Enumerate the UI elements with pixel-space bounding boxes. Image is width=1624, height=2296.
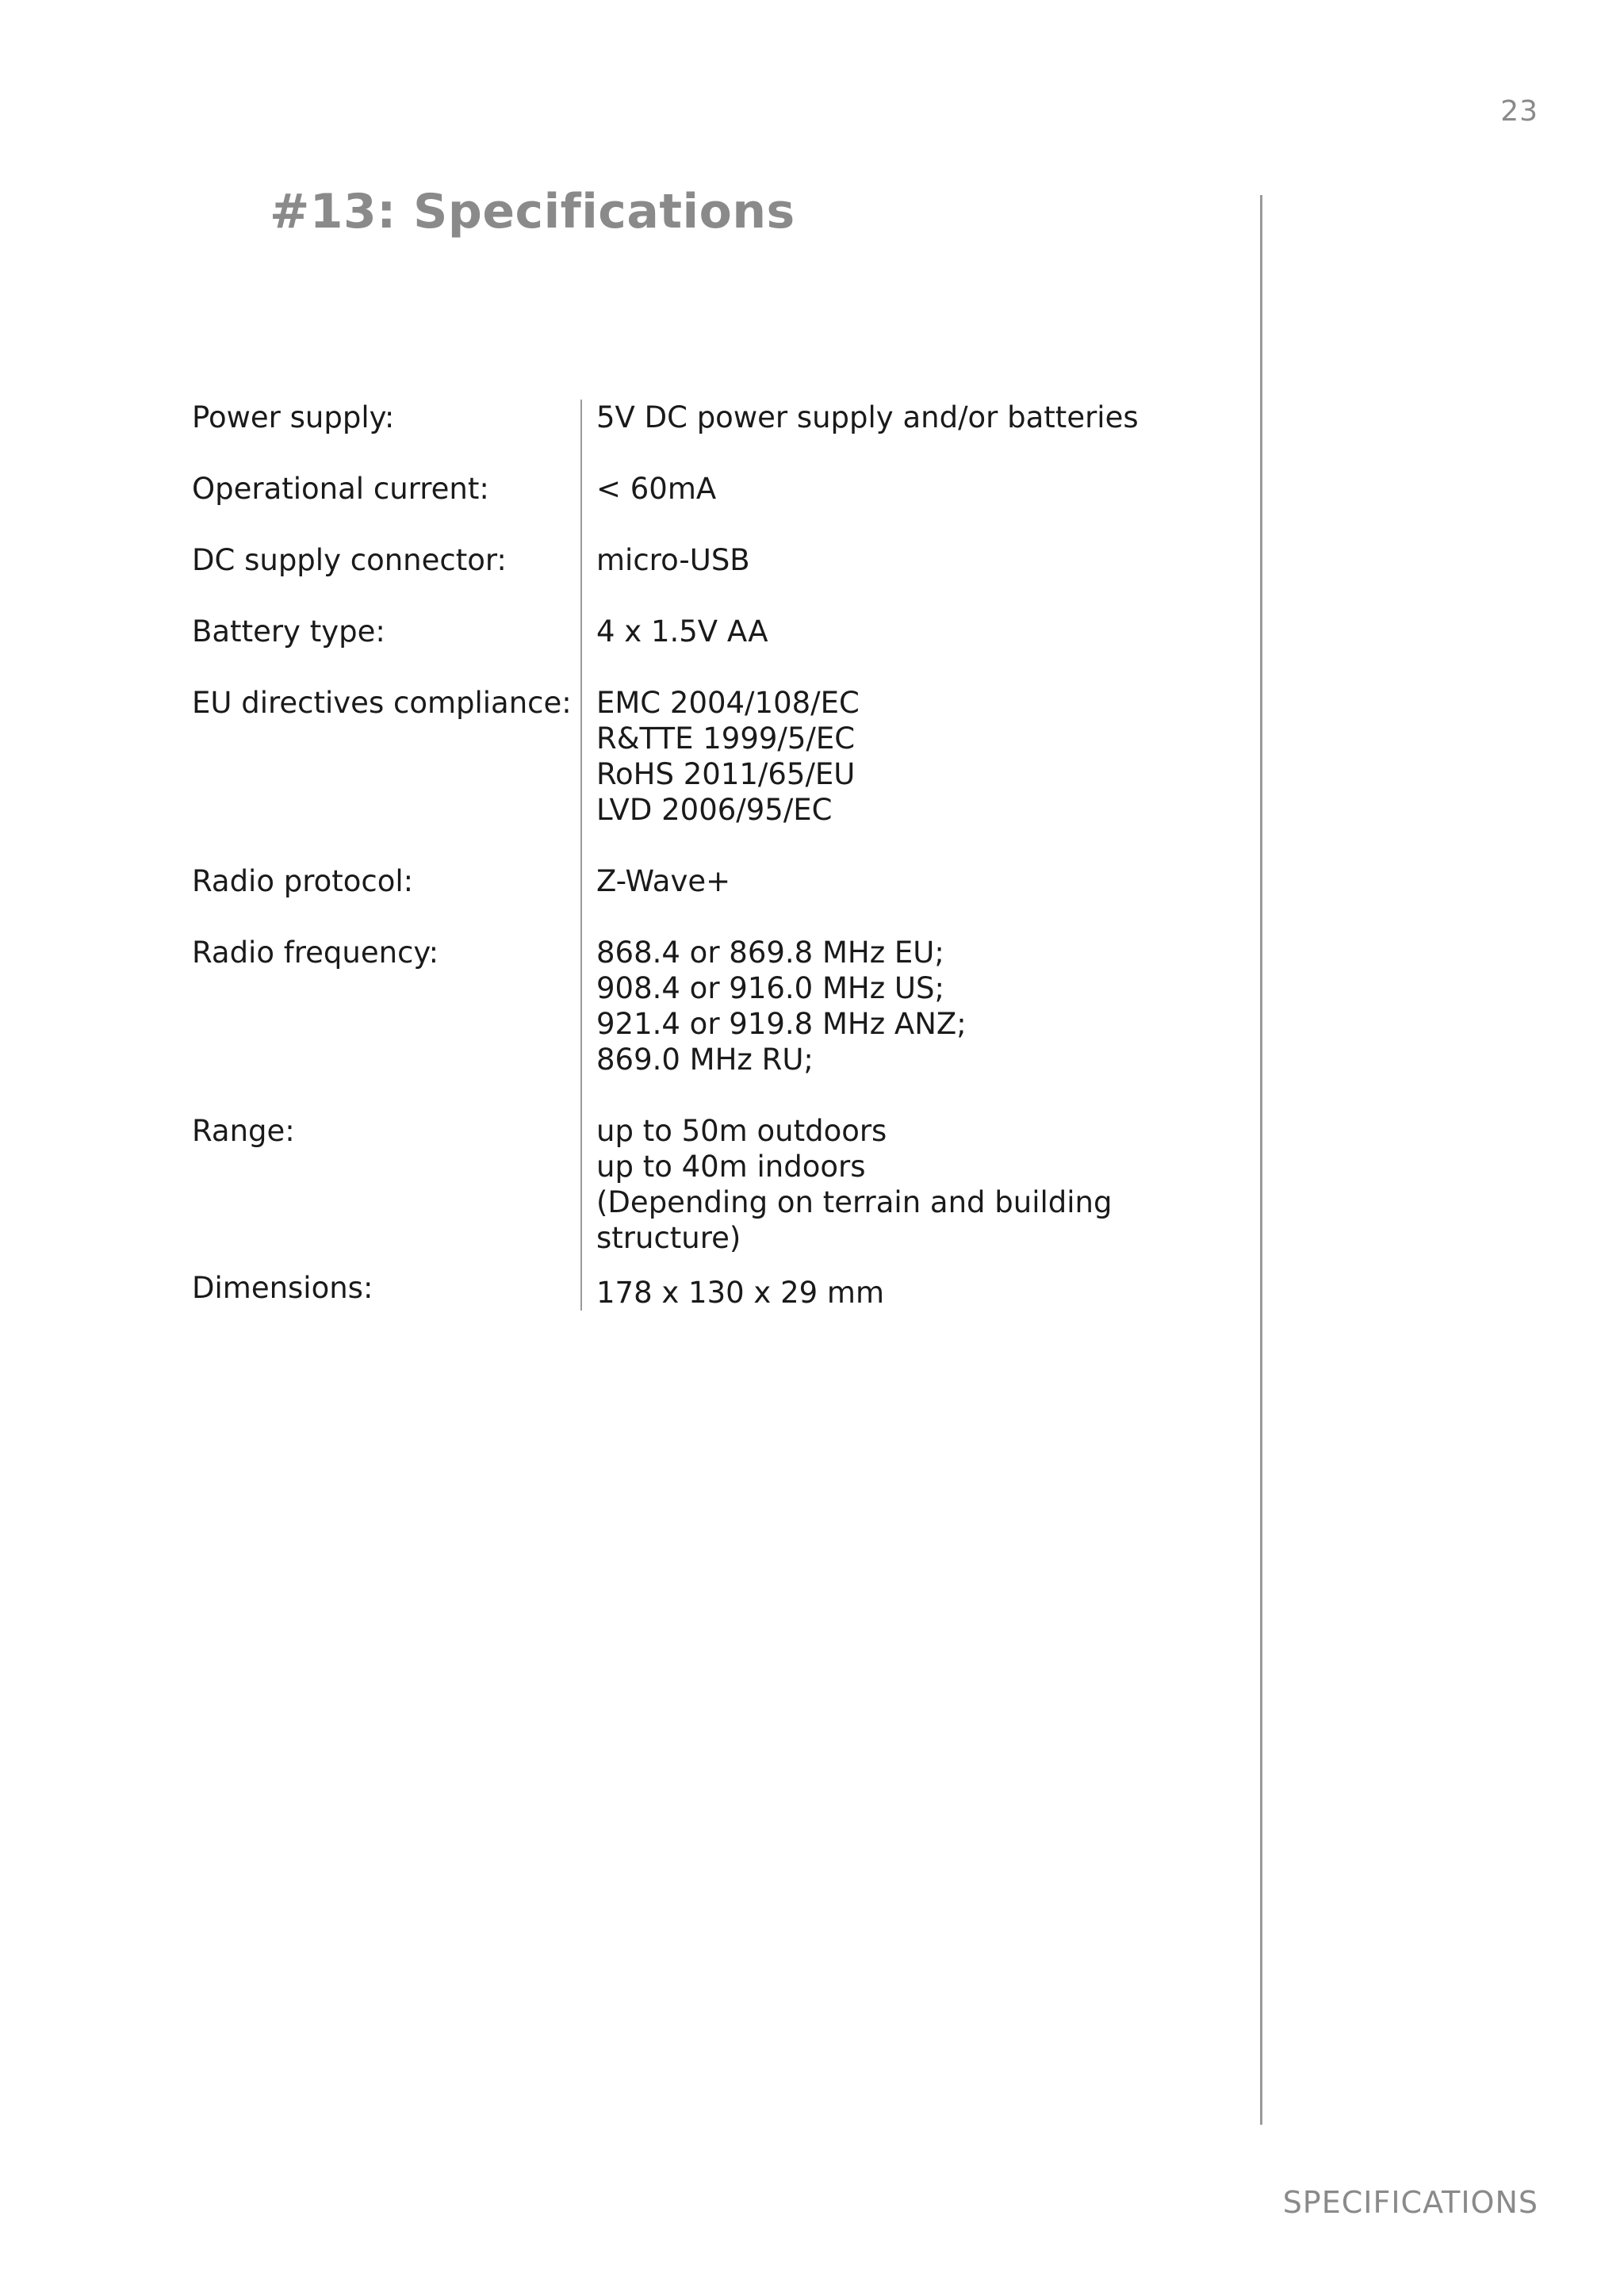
spec-value-line: 921.4 or 919.8 MHz ANZ; xyxy=(596,1007,967,1041)
spec-value-line: EMC 2004/108/EC xyxy=(596,686,860,720)
spec-value-line: 869.0 MHz RU; xyxy=(596,1043,814,1077)
spec-label: EU directives compliance: xyxy=(192,686,572,720)
spec-value-line: micro-USB xyxy=(596,543,750,577)
spec-row-battery-type xyxy=(192,614,1167,685)
spec-value xyxy=(580,471,1167,542)
spec-value xyxy=(580,863,1167,935)
spec-value xyxy=(580,1270,1167,1311)
spec-row-operational-current xyxy=(192,471,1167,542)
spec-label: Power supply: xyxy=(192,400,395,434)
section-footer-label: SPECIFICATIONS xyxy=(1282,2185,1538,2220)
spec-value-line: 908.4 or 916.0 MHz US; xyxy=(596,971,944,1005)
spec-value xyxy=(580,1113,1167,1270)
spec-value-line: RoHS 2011/65/EU xyxy=(596,757,856,791)
spec-value-line: LVD 2006/95/EC xyxy=(596,793,833,827)
spec-label: Dimensions: xyxy=(192,1271,373,1305)
spec-value-line: (Depending on terrain and building xyxy=(596,1185,1113,1219)
spec-row-radio-frequency xyxy=(192,935,1167,1113)
spec-value-line: R&TTE 1999/5/EC xyxy=(596,721,856,756)
spec-value-line: < 60mA xyxy=(596,472,717,506)
vertical-divider xyxy=(1260,195,1262,2125)
spec-label: Radio frequency: xyxy=(192,936,439,970)
spec-row-power-supply xyxy=(192,400,1167,471)
spec-value-line: up to 40m indoors xyxy=(596,1150,866,1184)
spec-row-dimensions xyxy=(192,1270,1167,1311)
spec-row-radio-protocol xyxy=(192,863,1167,935)
spec-label: DC supply connector: xyxy=(192,543,507,577)
spec-row-range xyxy=(192,1113,1167,1270)
spec-value-line: Z-Wave+ xyxy=(596,864,731,898)
spec-value xyxy=(580,935,1167,1113)
spec-label: Range: xyxy=(192,1114,295,1148)
spec-value-line: 4 x 1.5V AA xyxy=(596,614,768,649)
spec-value xyxy=(580,542,1167,614)
page-title: #13: Specifications xyxy=(270,184,795,239)
spec-value xyxy=(580,685,1167,863)
spec-value-line: 178 x 130 x 29 mm xyxy=(596,1276,885,1310)
spec-value xyxy=(580,400,1167,471)
spec-value xyxy=(580,614,1167,685)
spec-row-eu-directives-compliance xyxy=(192,685,1167,863)
spec-label: Battery type: xyxy=(192,614,385,649)
page-number: 23 xyxy=(1500,95,1538,128)
spec-label: Radio protocol: xyxy=(192,864,414,898)
spec-value-line: up to 50m outdoors xyxy=(596,1114,887,1148)
spec-label: Operational current: xyxy=(192,472,489,506)
spec-value-line: 5V DC power supply and/or batteries xyxy=(596,400,1139,434)
spec-table xyxy=(192,400,1167,1311)
spec-value-line: structure) xyxy=(596,1221,741,1255)
spec-value-line: 868.4 or 869.8 MHz EU; xyxy=(596,936,944,970)
spec-row-dc-supply-connector xyxy=(192,542,1167,614)
